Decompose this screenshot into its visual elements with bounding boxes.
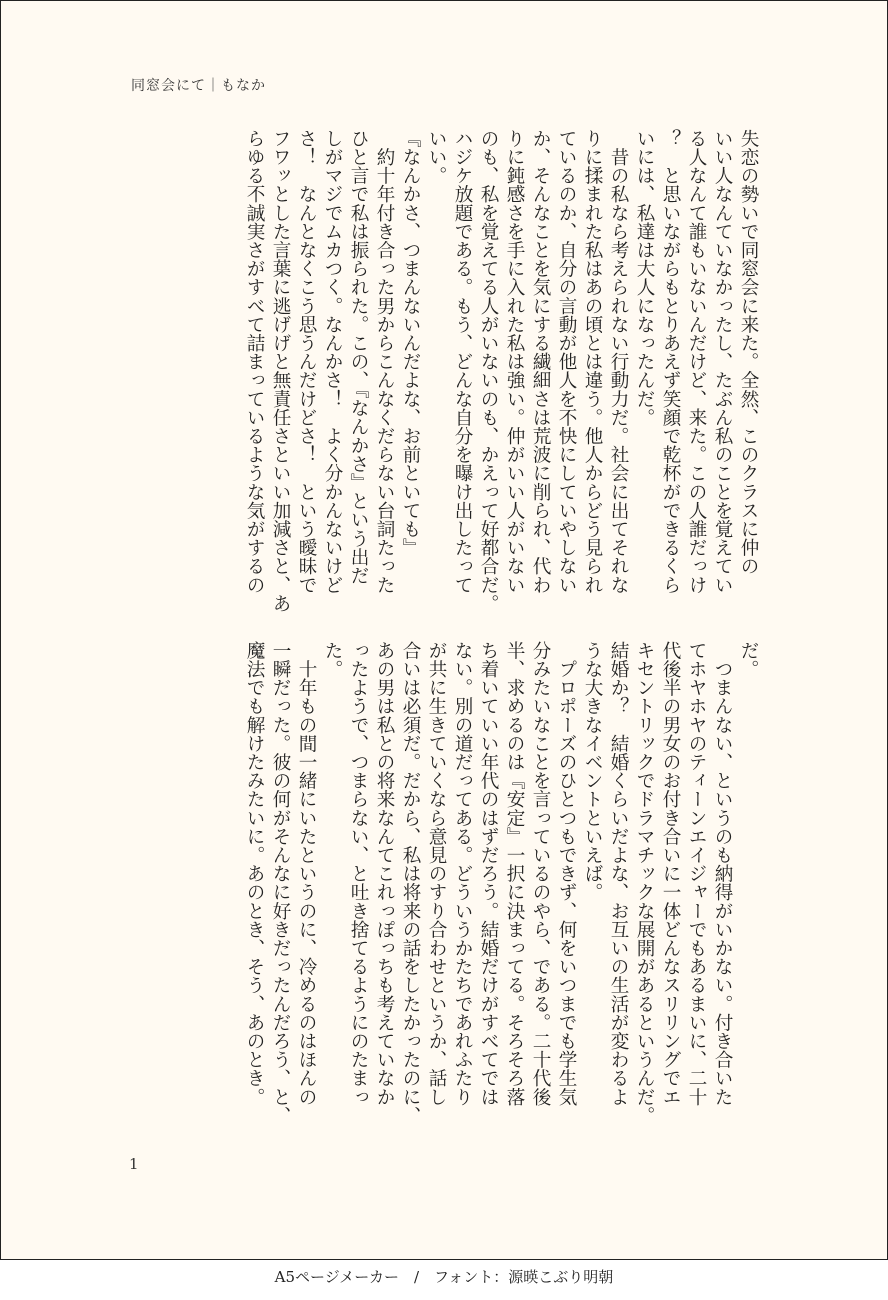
text-line: ひと言で私は振られた。この、『なんかさ』という出だ: [348, 129, 369, 585]
footer-credit: A5ページメーカー / フォント：源暎こぶり明朝: [274, 1268, 614, 1286]
text-line: りに揉まれた私はあの頃とは違う。他人からどう見られ: [582, 129, 603, 594]
text-line: いい。: [426, 129, 447, 185]
text-line: キセントリックでドラマチックな展開があるというんだ。: [634, 641, 655, 1125]
text-line: てホヤホヤのティーンエイジャーでもあるまいに、二十: [686, 641, 707, 1106]
text-line: 一瞬だった。彼の何がそんなに好きだったんだろう、と、: [270, 641, 291, 1125]
text-line: いには、私達は大人になったんだ。: [634, 129, 655, 427]
text-line: うな大きなイベントといえば。: [582, 641, 603, 902]
page-number: 1: [129, 1155, 139, 1173]
text-line: ったようで、つまらない、と吐き捨てるようにのたまっ: [348, 641, 369, 1106]
text-line: か、そんなことを気にする繊細さは荒波に削られ、代わ: [530, 129, 551, 594]
text-line: 『なんかさ、つまんないんだよな、お前といても』: [400, 129, 421, 557]
text-line: 魔法でも解けたみたいに。あのとき、そう、あのとき。: [244, 641, 265, 1106]
text-line: 約十年付き合った男からこんなくだらない台詞たった: [374, 129, 395, 594]
text-line: らゆる不誠実さがすべて詰まっているような気がするの: [244, 129, 265, 594]
text-line: 失恋の勢いで同窓会に来た。全然、このクラスに仲の: [738, 129, 759, 576]
text-line: ち着いていい年代のはずだろう。結婚だけがすべてでは: [478, 641, 499, 1106]
text-line: のも、私を覚えてる人がいないのも、かえって好都合だ。: [478, 129, 499, 613]
text-line: さ！ なんとなくこう思うんだけどさ！ という曖昧で: [296, 129, 317, 594]
text-line: が共に生きていくなら意見のすり合わせというか、話し: [426, 641, 447, 1106]
text-line: フワッとした言葉に逃げげと無責任さといい加減さと、あ: [270, 129, 291, 613]
text-line: あの男は私との将来なんてこれっぽっちも考えていなか: [374, 641, 395, 1106]
text-line: 結婚か？ 結婚くらいだよな、お互いの生活が変わるよ: [608, 641, 629, 1106]
text-line: ？ と思いながらもとりあえず笑顔で乾杯ができるくら: [660, 129, 681, 594]
lower-text-block: [129, 641, 761, 1127]
upper-text-block: [129, 129, 761, 615]
text-line: ない。別の道だってある。どういうかたちであれふたり: [452, 641, 473, 1106]
text-line: 代後半の男女のお付き合いに一体どんなスリリングでエ: [660, 641, 681, 1106]
text-line: ハジケ放題である。もう、どんな自分を曝け出したって: [452, 129, 473, 594]
text-line: つまんない、というのも納得がいかない。付き合いた: [712, 641, 733, 1106]
text-line: 十年もの間一緒にいたというのに、冷めるのはほんの: [296, 641, 317, 1106]
text-line: プロポーズのひとつもできず、何をいつまでも学生気: [556, 641, 577, 1106]
text-line: いい人なんていなかったし、たぶん私のことを覚えてい: [712, 129, 733, 594]
text-line: 昔の私なら考えられない行動力だ。社会に出てそれな: [608, 129, 629, 594]
text-line: だ。: [738, 641, 759, 679]
running-header: 同窓会にて｜もなか: [131, 78, 266, 94]
text-line: る人なんて誰もいないんだけど、来た。この人誰だっけ: [686, 129, 707, 594]
text-line: 分みたいなことを言っているのやら、である。二十代後: [530, 641, 551, 1106]
text-line: 半、求めるのは『安定』一択に決まってる。そろそろ落: [504, 641, 525, 1106]
text-line: しがマジでムカつく。なんかさ！ よく分かんないけど: [322, 129, 343, 594]
text-line: た。: [322, 641, 343, 679]
text-line: りに鈍感さを手に入れた私は強い。仲がいい人がいない: [504, 129, 525, 594]
text-line: ているのか、自分の言動が他人を不快にしていやしない: [556, 129, 577, 594]
text-line: 合いは必須だ。だから、私は将来の話をしたかったのに、: [400, 641, 421, 1125]
